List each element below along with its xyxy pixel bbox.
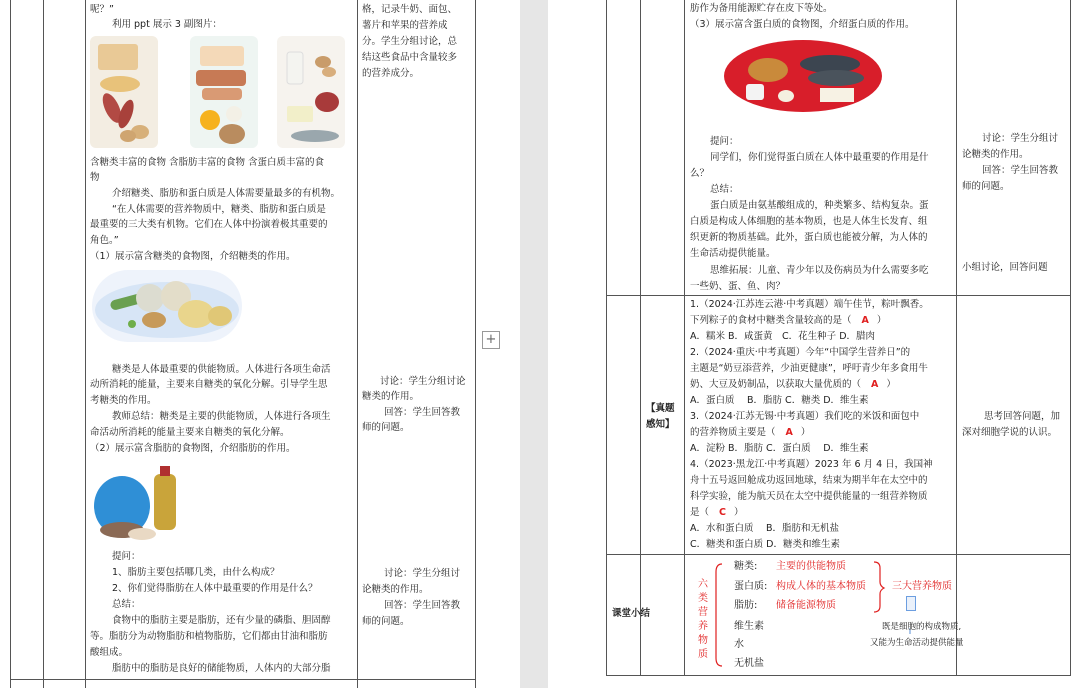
fat-food-image-2 [92, 460, 192, 544]
fat-food-image [190, 36, 258, 148]
quiz-answer: A [785, 427, 793, 438]
text-line: 动所消耗的能量，主要来自糖类的氧化分解。引导学生思 [90, 379, 328, 390]
side-note: 讨论：学生分组讨论 [380, 376, 466, 387]
quiz-answer: C [719, 507, 726, 518]
summary-protein-value: 构成人体的基本物质 [776, 581, 866, 592]
quiz-line: A．糯米 B．咸蛋黄 C．花生种子 D．腊肉 [690, 331, 876, 342]
summary-note: 又能为生命活动提供能量 [870, 638, 964, 648]
text-line: 介绍糖类、脂肪和蛋白质是人体需要量最多的有机物。 [112, 188, 341, 199]
quiz-line: C．糖类和蛋白质 D．糖类和维生素 [690, 539, 840, 550]
text-line: 角色。” [90, 235, 119, 246]
table-border [43, 0, 44, 688]
text-line: 脂肪中的脂肪是良好的储能物质，人体内的大部分脂 [112, 663, 331, 674]
table-border [10, 0, 11, 688]
text-line: 糖类是人体最重要的供能物质。人体进行各项生命活 [112, 364, 331, 375]
quiz-label: 感知】 [646, 419, 675, 430]
side-note: 结这些食品中含量较多 [362, 52, 458, 63]
side-note: 格，记录牛奶、面包、 [362, 4, 458, 15]
summary-fat-value: 储备能源物质 [776, 600, 836, 611]
table-border [606, 0, 607, 676]
quiz-line [690, 425, 810, 441]
side-note: 回答：学生回答教 [384, 600, 461, 611]
section-heading: （2）展示富含脂肪的食物图，介绍脂肪的作用。 [90, 443, 296, 454]
text-line: 提问： [112, 551, 141, 562]
quiz-line: A．淀粉 B．脂肪 C．蛋白质 D．维生素 [690, 443, 869, 454]
quiz-text: 的营养物质主要是（ [690, 427, 776, 438]
text-line: 最重要的三大类有机物。它们在人体中扮演着极其重要的 [90, 219, 328, 230]
summary-sugar-value: 主要的供能物质 [776, 561, 846, 572]
side-note: 论糖类的作用。 [362, 584, 429, 595]
sugar-food-image [92, 270, 242, 342]
close-paren: ） [800, 427, 811, 438]
text-line: 教师总结：糖类是主要的供能物质，人体进行各项生 [112, 411, 331, 422]
summary-vitamin: 维生素 [734, 621, 764, 632]
expand-button[interactable]: + [482, 331, 500, 349]
summary-vertical: 营 [698, 607, 708, 618]
carbohydrate-food-image [90, 36, 158, 148]
quiz-line: 主题是“奶豆添营养，少油更健康”，呼吁青少年多食用牛 [690, 363, 928, 374]
text-line: 白质是构成人体细胞的基本物质，也是人体生长发育、组 [690, 216, 928, 227]
question-1: 1、脂肪主要包括哪几类，由什么构成？ [112, 567, 280, 578]
summary-vertical: 物 [698, 635, 708, 646]
text-line: 总结： [112, 599, 141, 610]
table-border [640, 0, 641, 676]
left-page [0, 0, 520, 688]
side-note: 论糖类的作用。 [962, 149, 1029, 160]
text-line: 织更新的物质基础。此外，蛋白质也能被分解，为人体的 [690, 232, 928, 243]
summary-brackets [708, 558, 1068, 672]
text-line: 呢？” [90, 4, 114, 15]
table-border [684, 0, 685, 676]
text-line: 命活动所消耗的能量主要来自糖类的氧化分解。 [90, 427, 290, 438]
side-note: 深对细胞学说的认识。 [962, 427, 1058, 438]
quiz-line: 科学实验，能为航天员在太空中提供能量的一组营养物质 [690, 491, 928, 502]
table-border [85, 0, 86, 688]
table-border [475, 0, 476, 688]
side-note: 小组讨论，回答问题 [962, 262, 1048, 273]
quiz-line: 舟十五号返回舱成功返回地球，结束为期半年在太空中的 [690, 475, 928, 486]
side-note: 分。学生分组讨论，总 [362, 36, 458, 47]
table-border [10, 679, 476, 680]
quiz-line [690, 313, 886, 329]
summary-vertical: 养 [698, 621, 708, 632]
summary-label: 课堂小结 [612, 608, 651, 619]
section-heading: （3）展示富含蛋白质的食物图，介绍蛋白质的作用。 [690, 19, 915, 30]
text-line: 思维拓展：儿童、青少年以及伤病员为什么需要多吃 [710, 265, 929, 276]
text-line: 同学们，你们觉得蛋白质在人体中最重要的作用是什 [710, 152, 929, 163]
text-line: 生命活动提供能量。 [690, 248, 776, 259]
summary-note: 既是细胞的构成物质, [882, 622, 962, 632]
text-line: 肪作为备用能源贮存在皮下等处。 [690, 3, 833, 14]
side-note: 糖类的作用。 [362, 391, 420, 402]
text-line: 利用 ppt 展示 3 副图片： [112, 19, 222, 30]
quiz-line: A．水和蛋白质 B．脂肪和无机盐 [690, 523, 840, 534]
summary-vertical: 质 [698, 649, 708, 660]
table-border [606, 295, 1071, 296]
side-note: 讨论：学生分组讨 [384, 568, 461, 579]
question-2: 2、你们觉得脂肪在人体中最重要的作用是什么？ [112, 583, 318, 594]
side-note: 思考回答问题，加 [984, 411, 1061, 422]
text-line: 一些奶、蛋、鱼、肉？ [690, 281, 786, 292]
quiz-answer: A [861, 315, 869, 326]
summary-vertical: 六 [698, 579, 708, 590]
text-line: 考糖类的作用。 [90, 395, 157, 406]
close-paren: ） [734, 507, 744, 518]
quiz-label: 【真题 [646, 403, 675, 414]
quiz-text: 奶、大豆及奶制品，以获取大量优质的（ [690, 379, 862, 390]
text-line: 酸组成。 [90, 647, 129, 658]
quiz-line [690, 505, 744, 521]
quiz-line [690, 377, 896, 393]
side-note: 回答：学生回答教 [384, 407, 461, 418]
side-note: 回答：学生回答教 [982, 165, 1059, 176]
close-paren: ） [876, 315, 887, 326]
image-caption: 含糖类丰富的食物 含脂肪丰富的食物 含蛋白质丰富的食 [90, 157, 325, 168]
summary-water: 水 [734, 639, 744, 650]
quiz-line: 3.（2024·江苏无锡·中考真题）我们吃的米饭和面包中 [690, 411, 920, 422]
summary-fat-label: 脂肪: [734, 600, 758, 611]
quiz-line: 4.（2023·黑龙江·中考真题）2023 年 6 月 4 日，我国神 [690, 459, 933, 470]
quiz-text: 是（ [690, 507, 710, 518]
side-note: 师的问题。 [362, 422, 410, 433]
side-note: 师的问题。 [962, 181, 1010, 192]
table-border [1070, 0, 1071, 676]
text-line: 提问： [710, 136, 739, 147]
quiz-line: 1.（2024·江苏连云港·中考真题）端午佳节，粽叶飘香。 [690, 299, 929, 310]
side-note: 讨论：学生分组讨 [982, 133, 1059, 144]
close-paren: ） [886, 379, 896, 390]
summary-sugar-label: 糖类: [734, 561, 758, 572]
text-line: 等。脂肪分为动物脂肪和植物脂肪，它们都由甘油和脂肪 [90, 631, 328, 642]
table-border [606, 675, 1071, 676]
table-border [357, 0, 358, 688]
table-border [606, 554, 1071, 555]
text-line: 食物中的脂肪主要是脂肪，还有少量的磷脂、胆固醇 [112, 615, 331, 626]
image-caption: 物 [90, 172, 100, 183]
text-line: 总结： [710, 184, 739, 195]
down-arrow-icon [906, 596, 916, 611]
section-heading: （1）展示富含糖类的食物图，介绍糖类的作用。 [90, 251, 296, 262]
side-note: 师的问题。 [362, 616, 410, 627]
quiz-answer: A [871, 379, 879, 390]
text-line: 么？ [690, 168, 710, 179]
summary-vertical: 类 [698, 593, 708, 604]
protein-food-image [277, 36, 345, 148]
summary-three-nutrients: 三大营养物质 [892, 581, 952, 592]
quiz-text: 下列粽子的食材中糖类含量较高的是（ [690, 315, 852, 326]
summary-protein-label: 蛋白质: [734, 581, 768, 592]
quiz-line: 2.（2024·重庆·中考真题）今年“中国学生营养日”的 [690, 347, 911, 358]
quiz-line: A．蛋白质 B．脂肪 C．糖类 D．维生素 [690, 395, 869, 406]
text-line: “在人体需要的营养物质中，糖类、脂肪和蛋白质是 [112, 204, 326, 215]
text-line: 蛋白质是由氨基酸组成的，种类繁多、结构复杂。蛋 [710, 200, 929, 211]
side-note: 薯片和苹果的营养成 [362, 20, 448, 31]
summary-salt: 无机盐 [734, 658, 764, 669]
side-note: 的营养成分。 [362, 68, 420, 79]
right-page [548, 0, 1080, 688]
protein-food-image-2 [724, 40, 882, 112]
